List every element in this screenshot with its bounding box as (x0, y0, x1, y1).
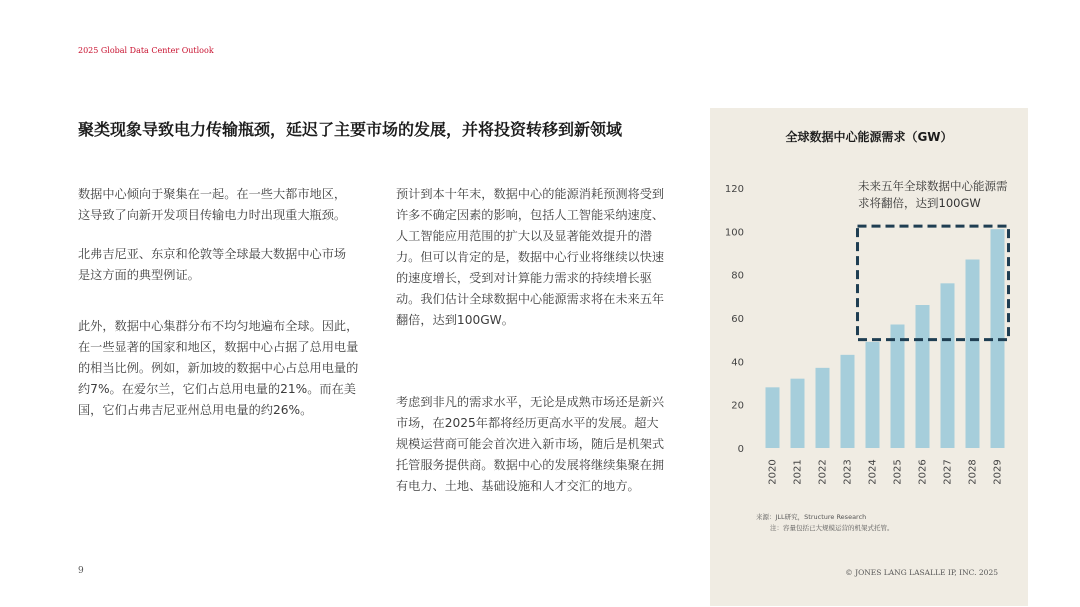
y-tick-label: 40 (731, 357, 744, 369)
y-tick-label: 120 (724, 184, 744, 195)
x-tick-label: 2023 (842, 459, 854, 485)
x-tick-label: 2022 (817, 459, 829, 485)
bar-2024 (866, 342, 880, 448)
x-tick-label: 2021 (792, 459, 804, 485)
report-header-label: 2025 Global Data Center Outlook (78, 46, 214, 55)
bar-2026 (916, 305, 930, 448)
x-tick-label: 2020 (767, 459, 779, 485)
highlight-box (858, 226, 1009, 340)
chart-source-note (756, 512, 894, 534)
left-paragraph-1: 数据中心倾向于聚集在一起。在一些大都市地区，这导致了向新开发项目传输电力时出现重大瓶颈。 (78, 187, 347, 222)
bar-2022 (816, 368, 830, 448)
x-tick-label: 2027 (942, 459, 954, 485)
right-paragraph-2: 考虑到非凡的需求水平，无论是成熟市场还是新兴市场，在2025年都将经历更高水平的发展。超大规模运营商可能会首次进入新市场，随后是机架式托管服务提供商。数据中心的发展将继续集聚在拥有电力、土地、基础设施和人才交汇的地方。 (396, 395, 665, 493)
x-tick-label: 2029 (992, 459, 1004, 485)
y-tick-label: 100 (724, 227, 744, 239)
chart-note: 注：容量包括已大规模运营的机架式托管。 (770, 524, 894, 532)
page-number: 9 (78, 566, 84, 576)
bar-2020 (766, 387, 780, 448)
x-tick-label: 2026 (917, 459, 929, 485)
x-tick-label: 2028 (967, 459, 979, 485)
y-tick-label: 80 (731, 270, 744, 282)
bar-2028 (966, 260, 980, 449)
page-headline: 聚类现象导致电力传输瓶颈，延迟了主要市场的发展，并将投资转移到新领域 (78, 120, 623, 139)
bar-2021 (791, 379, 805, 448)
x-tick-label: 2025 (892, 459, 904, 485)
right-paragraph-1: 预计到本十年末，数据中心的能源消耗预测将受到许多不确定因素的影响，包括人工智能采纳速度、人工智能应用范围的扩大以及显著能效提升的潜力。但可以肯定的是，数据中心行业将继续以快速的速度增长，受到对计算能力需求的持续增长驱动。我们估计全球数据中心能源需求将在未来五年翻倍，达到100GW。 (396, 187, 665, 327)
chart-annotation: 未来五年全球数据中心能源需求将翻倍，达到100GW (858, 179, 1008, 210)
copyright: © JONES LANG LASALLE IP, INC. 2025 (845, 568, 998, 577)
bar-2027 (941, 283, 955, 448)
y-tick-label: 0 (737, 444, 744, 455)
left-paragraph-3: 此外，数据中心集群分布不均匀地遍布全球。因此，在一些显著的国家和地区，数据中心占据了总用电量的相当比例。例如，新加坡的数据中心占总用电量的约7%。在爱尔兰，它们占总用电量的21%。而在美国，它们占弗吉尼亚州总用电量的约26%。 (78, 319, 359, 417)
bar-2025 (891, 325, 905, 449)
y-tick-label: 20 (731, 400, 744, 412)
chart-title: 全球数据中心能源需求（GW） (785, 130, 953, 144)
chart-source: 来源：JLL研究，Structure Research (756, 513, 867, 521)
x-tick-label: 2024 (867, 459, 879, 485)
chart-panel (710, 108, 1028, 606)
left-paragraph-2: 北弗吉尼亚、东京和伦敦等全球最大数据中心市场是这方面的典型例证。 (78, 247, 347, 282)
y-tick-label: 60 (731, 314, 744, 325)
bar-2023 (841, 355, 855, 448)
